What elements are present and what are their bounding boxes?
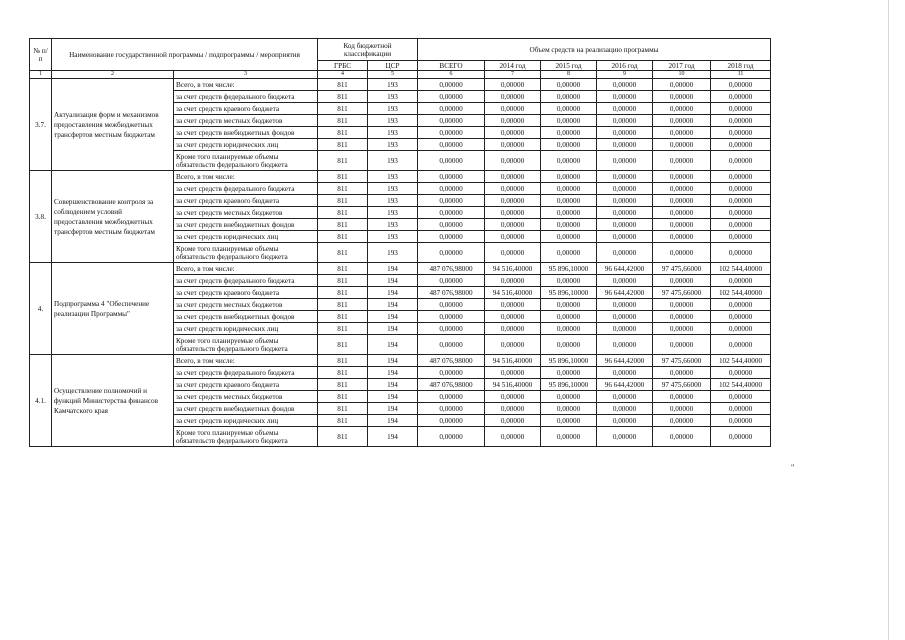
header-year-2014: 2014 год xyxy=(485,61,541,71)
year-2015-cell: 0,00000 xyxy=(541,323,597,335)
grbs-cell: 811 xyxy=(318,139,368,151)
year-2015-cell: 0,00000 xyxy=(541,91,597,103)
year-2015-cell: 0,00000 xyxy=(541,367,597,379)
year-2017-cell: 0,00000 xyxy=(653,243,711,263)
year-2016-cell: 0,00000 xyxy=(597,323,653,335)
total-cell: 0,00000 xyxy=(418,127,485,139)
year-2015-cell: 0,00000 xyxy=(541,139,597,151)
year-2017-cell: 0,00000 xyxy=(653,427,711,447)
grbs-cell: 811 xyxy=(318,171,368,183)
funding-source: за счет средств местных бюджетов xyxy=(174,207,318,219)
csr-cell: 193 xyxy=(368,231,418,243)
total-cell: 0,00000 xyxy=(418,311,485,323)
year-2018-cell: 0,00000 xyxy=(711,415,771,427)
grbs-cell: 811 xyxy=(318,391,368,403)
header-year-2016: 2016 год xyxy=(597,61,653,71)
year-2015-cell: 0,00000 xyxy=(541,183,597,195)
header-year-2018: 2018 год xyxy=(711,61,771,71)
year-2017-cell: 97 475,66000 xyxy=(653,263,711,275)
grbs-cell: 811 xyxy=(318,263,368,275)
csr-cell: 194 xyxy=(368,299,418,311)
funding-source: за счет средств юридических лиц xyxy=(174,139,318,151)
funding-source: за счет средств краевого бюджета xyxy=(174,195,318,207)
section-name: Осуществление полномочий и функций Министерства финансов Камчатского края xyxy=(52,355,174,447)
csr-cell: 193 xyxy=(368,183,418,195)
grbs-cell: 811 xyxy=(318,355,368,367)
year-2017-cell: 0,00000 xyxy=(653,151,711,171)
year-2015-cell: 0,00000 xyxy=(541,151,597,171)
total-cell: 0,00000 xyxy=(418,367,485,379)
csr-cell: 194 xyxy=(368,263,418,275)
year-2018-cell: 0,00000 xyxy=(711,115,771,127)
header-year-2017: 2017 год xyxy=(653,61,711,71)
csr-cell: 194 xyxy=(368,391,418,403)
funding-source: Кроме того планируемые объемы обязательств федерального бюджета xyxy=(174,335,318,355)
funding-source: за счет средств юридических лиц xyxy=(174,415,318,427)
total-cell: 0,00000 xyxy=(418,391,485,403)
year-2017-cell: 0,00000 xyxy=(653,367,711,379)
year-2014-cell: 0,00000 xyxy=(485,427,541,447)
table-row xyxy=(30,355,771,367)
year-2016-cell: 0,00000 xyxy=(597,403,653,415)
finance-table xyxy=(29,38,771,447)
year-2016-cell: 0,00000 xyxy=(597,299,653,311)
year-2014-cell: 0,00000 xyxy=(485,195,541,207)
year-2017-cell: 0,00000 xyxy=(653,219,711,231)
funding-source: Кроме того планируемые объемы обязательств федерального бюджета xyxy=(174,427,318,447)
year-2016-cell: 0,00000 xyxy=(597,171,653,183)
year-2018-cell: 0,00000 xyxy=(711,403,771,415)
csr-cell: 193 xyxy=(368,207,418,219)
funding-source: за счет средств федерального бюджета xyxy=(174,275,318,287)
year-2014-cell: 0,00000 xyxy=(485,207,541,219)
year-2018-cell: 0,00000 xyxy=(711,207,771,219)
csr-cell: 194 xyxy=(368,403,418,415)
header-grbs: ГРБС xyxy=(318,61,368,71)
year-2014-cell: 0,00000 xyxy=(485,79,541,91)
funding-source: за счет средств внебюджетных фондов xyxy=(174,219,318,231)
year-2017-cell: 97 475,66000 xyxy=(653,355,711,367)
grbs-cell: 811 xyxy=(318,403,368,415)
year-2016-cell: 0,00000 xyxy=(597,391,653,403)
year-2018-cell: 0,00000 xyxy=(711,103,771,115)
year-2018-cell: 0,00000 xyxy=(711,231,771,243)
year-2014-cell: 0,00000 xyxy=(485,299,541,311)
year-2017-cell: 0,00000 xyxy=(653,195,711,207)
total-cell: 0,00000 xyxy=(418,335,485,355)
year-2017-cell: 0,00000 xyxy=(653,311,711,323)
year-2016-cell: 0,00000 xyxy=(597,195,653,207)
funding-source: за счет средств местных бюджетов xyxy=(174,115,318,127)
year-2016-cell: 0,00000 xyxy=(597,207,653,219)
page-edge-line xyxy=(888,0,889,640)
total-cell: 0,00000 xyxy=(418,207,485,219)
year-2017-cell: 0,00000 xyxy=(653,139,711,151)
total-cell: 0,00000 xyxy=(418,243,485,263)
index-cell: 4 xyxy=(318,71,368,79)
section-name: Подпрограмма 4 "Обеспечение реализации Программы" xyxy=(52,263,174,355)
year-2017-cell: 0,00000 xyxy=(653,127,711,139)
footer-mark: " xyxy=(791,463,795,472)
year-2018-cell: 0,00000 xyxy=(711,91,771,103)
index-cell: 7 xyxy=(485,71,541,79)
grbs-cell: 811 xyxy=(318,231,368,243)
csr-cell: 193 xyxy=(368,195,418,207)
grbs-cell: 811 xyxy=(318,275,368,287)
year-2016-cell: 0,00000 xyxy=(597,139,653,151)
year-2014-cell: 0,00000 xyxy=(485,231,541,243)
year-2015-cell: 0,00000 xyxy=(541,171,597,183)
year-2015-cell: 0,00000 xyxy=(541,335,597,355)
total-cell: 0,00000 xyxy=(418,79,485,91)
grbs-cell: 811 xyxy=(318,287,368,299)
csr-cell: 194 xyxy=(368,427,418,447)
csr-cell: 194 xyxy=(368,335,418,355)
funding-source: Всего, в том числе: xyxy=(174,263,318,275)
grbs-cell: 811 xyxy=(318,127,368,139)
grbs-cell: 811 xyxy=(318,311,368,323)
year-2015-cell: 0,00000 xyxy=(541,275,597,287)
funding-source: Кроме того планируемые объемы обязательств федерального бюджета xyxy=(174,151,318,171)
year-2018-cell: 102 544,40000 xyxy=(711,379,771,391)
year-2015-cell: 0,00000 xyxy=(541,391,597,403)
csr-cell: 194 xyxy=(368,287,418,299)
year-2014-cell: 0,00000 xyxy=(485,335,541,355)
year-2016-cell: 0,00000 xyxy=(597,151,653,171)
year-2018-cell: 0,00000 xyxy=(711,127,771,139)
year-2015-cell: 95 896,10000 xyxy=(541,355,597,367)
year-2015-cell: 0,00000 xyxy=(541,403,597,415)
table-row xyxy=(30,79,771,91)
csr-cell: 193 xyxy=(368,219,418,231)
csr-cell: 193 xyxy=(368,115,418,127)
total-cell: 0,00000 xyxy=(418,183,485,195)
year-2014-cell: 0,00000 xyxy=(485,415,541,427)
year-2014-cell: 0,00000 xyxy=(485,139,541,151)
grbs-cell: 811 xyxy=(318,151,368,171)
csr-cell: 194 xyxy=(368,275,418,287)
year-2017-cell: 0,00000 xyxy=(653,323,711,335)
year-2017-cell: 0,00000 xyxy=(653,231,711,243)
year-2016-cell: 0,00000 xyxy=(597,79,653,91)
total-cell: 0,00000 xyxy=(418,275,485,287)
grbs-cell: 811 xyxy=(318,379,368,391)
year-2016-cell: 0,00000 xyxy=(597,127,653,139)
year-2015-cell: 0,00000 xyxy=(541,311,597,323)
year-2018-cell: 0,00000 xyxy=(711,195,771,207)
year-2015-cell: 0,00000 xyxy=(541,115,597,127)
year-2015-cell: 0,00000 xyxy=(541,127,597,139)
year-2018-cell: 0,00000 xyxy=(711,183,771,195)
year-2014-cell: 0,00000 xyxy=(485,275,541,287)
funding-source: за счет средств юридических лиц xyxy=(174,231,318,243)
csr-cell: 193 xyxy=(368,139,418,151)
csr-cell: 194 xyxy=(368,311,418,323)
year-2015-cell: 0,00000 xyxy=(541,79,597,91)
year-2014-cell: 0,00000 xyxy=(485,91,541,103)
year-2016-cell: 0,00000 xyxy=(597,415,653,427)
grbs-cell: 811 xyxy=(318,207,368,219)
csr-cell: 194 xyxy=(368,367,418,379)
year-2018-cell: 0,00000 xyxy=(711,171,771,183)
year-2015-cell: 0,00000 xyxy=(541,231,597,243)
table-body xyxy=(30,79,771,447)
year-2015-cell: 0,00000 xyxy=(541,427,597,447)
year-2018-cell: 0,00000 xyxy=(711,311,771,323)
year-2014-cell: 0,00000 xyxy=(485,115,541,127)
year-2017-cell: 0,00000 xyxy=(653,403,711,415)
header-name: Наименование государственной программы / подпрограммы / мероприятия xyxy=(52,39,318,71)
index-cell: 10 xyxy=(653,71,711,79)
index-cell: 6 xyxy=(418,71,485,79)
year-2014-cell: 0,00000 xyxy=(485,323,541,335)
year-2014-cell: 0,00000 xyxy=(485,127,541,139)
year-2014-cell: 94 516,40000 xyxy=(485,355,541,367)
year-2015-cell: 0,00000 xyxy=(541,219,597,231)
year-2017-cell: 0,00000 xyxy=(653,115,711,127)
total-cell: 0,00000 xyxy=(418,231,485,243)
year-2015-cell: 95 896,10000 xyxy=(541,287,597,299)
funding-source: за счет средств федерального бюджета xyxy=(174,367,318,379)
year-2018-cell: 0,00000 xyxy=(711,299,771,311)
grbs-cell: 811 xyxy=(318,427,368,447)
header-csr: ЦСР xyxy=(368,61,418,71)
year-2018-cell: 0,00000 xyxy=(711,151,771,171)
year-2018-cell: 0,00000 xyxy=(711,367,771,379)
header-volume: Объем средств на реализацию программы xyxy=(418,39,771,61)
grbs-cell: 811 xyxy=(318,183,368,195)
total-cell: 487 076,98000 xyxy=(418,263,485,275)
csr-cell: 194 xyxy=(368,379,418,391)
funding-source: за счет средств внебюджетных фондов xyxy=(174,403,318,415)
funding-source: за счет средств внебюджетных фондов xyxy=(174,311,318,323)
year-2016-cell: 0,00000 xyxy=(597,427,653,447)
year-2016-cell: 0,00000 xyxy=(597,311,653,323)
index-cell: 9 xyxy=(597,71,653,79)
index-cell: 11 xyxy=(711,71,771,79)
index-cell: 1 xyxy=(30,71,52,79)
year-2018-cell: 102 544,40000 xyxy=(711,263,771,275)
total-cell: 0,00000 xyxy=(418,151,485,171)
year-2015-cell: 0,00000 xyxy=(541,299,597,311)
year-2017-cell: 97 475,66000 xyxy=(653,287,711,299)
year-2014-cell: 0,00000 xyxy=(485,183,541,195)
funding-source: за счет средств федерального бюджета xyxy=(174,91,318,103)
year-2018-cell: 102 544,40000 xyxy=(711,287,771,299)
year-2016-cell: 0,00000 xyxy=(597,231,653,243)
funding-source: Всего, в том числе: xyxy=(174,355,318,367)
table-row xyxy=(30,263,771,275)
grbs-cell: 811 xyxy=(318,103,368,115)
total-cell: 0,00000 xyxy=(418,323,485,335)
grbs-cell: 811 xyxy=(318,115,368,127)
csr-cell: 194 xyxy=(368,355,418,367)
year-2018-cell: 0,00000 xyxy=(711,427,771,447)
header-num: № п/п xyxy=(30,39,52,71)
year-2016-cell: 0,00000 xyxy=(597,335,653,355)
section-name: Актуализация форм и механизмов предоставления межбюджетных трансфертов местным бюджетам xyxy=(52,79,174,171)
year-2018-cell: 0,00000 xyxy=(711,391,771,403)
total-cell: 487 076,98000 xyxy=(418,287,485,299)
year-2018-cell: 102 544,40000 xyxy=(711,355,771,367)
grbs-cell: 811 xyxy=(318,79,368,91)
csr-cell: 193 xyxy=(368,171,418,183)
year-2014-cell: 0,00000 xyxy=(485,403,541,415)
year-2014-cell: 0,00000 xyxy=(485,391,541,403)
total-cell: 487 076,98000 xyxy=(418,379,485,391)
header-year-2015: 2015 год xyxy=(541,61,597,71)
total-cell: 0,00000 xyxy=(418,115,485,127)
funding-source: за счет средств местных бюджетов xyxy=(174,391,318,403)
year-2016-cell: 96 644,42000 xyxy=(597,379,653,391)
grbs-cell: 811 xyxy=(318,323,368,335)
funding-source: за счет средств юридических лиц xyxy=(174,323,318,335)
year-2014-cell: 0,00000 xyxy=(485,219,541,231)
grbs-cell: 811 xyxy=(318,219,368,231)
total-cell: 0,00000 xyxy=(418,427,485,447)
funding-source: за счет средств внебюджетных фондов xyxy=(174,127,318,139)
csr-cell: 194 xyxy=(368,323,418,335)
index-cell: 2 xyxy=(52,71,174,79)
csr-cell: 193 xyxy=(368,103,418,115)
year-2015-cell: 0,00000 xyxy=(541,195,597,207)
year-2017-cell: 0,00000 xyxy=(653,299,711,311)
year-2014-cell: 94 516,40000 xyxy=(485,379,541,391)
funding-source: за счет средств краевого бюджета xyxy=(174,103,318,115)
grbs-cell: 811 xyxy=(318,299,368,311)
index-cell: 8 xyxy=(541,71,597,79)
grbs-cell: 811 xyxy=(318,367,368,379)
grbs-cell: 811 xyxy=(318,243,368,263)
year-2017-cell: 97 475,66000 xyxy=(653,379,711,391)
total-cell: 487 076,98000 xyxy=(418,355,485,367)
year-2014-cell: 94 516,40000 xyxy=(485,287,541,299)
year-2014-cell: 0,00000 xyxy=(485,103,541,115)
year-2017-cell: 0,00000 xyxy=(653,207,711,219)
index-cell: 3 xyxy=(174,71,318,79)
funding-source: Кроме того планируемые объемы обязательств федерального бюджета xyxy=(174,243,318,263)
total-cell: 0,00000 xyxy=(418,219,485,231)
year-2016-cell: 0,00000 xyxy=(597,275,653,287)
year-2014-cell: 0,00000 xyxy=(485,243,541,263)
year-2017-cell: 0,00000 xyxy=(653,183,711,195)
section-number: 4. xyxy=(30,263,52,355)
year-2015-cell: 0,00000 xyxy=(541,415,597,427)
total-cell: 0,00000 xyxy=(418,415,485,427)
section-name: Совершенствование контроля за соблюдением условий предоставления межбюджетных трансфертов местным бюджетам xyxy=(52,171,174,263)
year-2016-cell: 0,00000 xyxy=(597,115,653,127)
total-cell: 0,00000 xyxy=(418,403,485,415)
year-2017-cell: 0,00000 xyxy=(653,91,711,103)
funding-source: за счет средств краевого бюджета xyxy=(174,379,318,391)
year-2016-cell: 96 644,42000 xyxy=(597,355,653,367)
section-number: 4.1. xyxy=(30,355,52,447)
csr-cell: 193 xyxy=(368,91,418,103)
year-2015-cell: 0,00000 xyxy=(541,103,597,115)
year-2014-cell: 0,00000 xyxy=(485,151,541,171)
total-cell: 0,00000 xyxy=(418,171,485,183)
funding-source: Всего, в том числе: xyxy=(174,79,318,91)
csr-cell: 193 xyxy=(368,79,418,91)
year-2016-cell: 0,00000 xyxy=(597,183,653,195)
year-2014-cell: 0,00000 xyxy=(485,171,541,183)
year-2016-cell: 0,00000 xyxy=(597,219,653,231)
year-2016-cell: 96 644,42000 xyxy=(597,263,653,275)
year-2017-cell: 0,00000 xyxy=(653,103,711,115)
year-2018-cell: 0,00000 xyxy=(711,243,771,263)
year-2018-cell: 0,00000 xyxy=(711,79,771,91)
year-2018-cell: 0,00000 xyxy=(711,139,771,151)
funding-source: Всего, в том числе: xyxy=(174,171,318,183)
grbs-cell: 811 xyxy=(318,91,368,103)
table-row xyxy=(30,171,771,183)
year-2017-cell: 0,00000 xyxy=(653,415,711,427)
total-cell: 0,00000 xyxy=(418,91,485,103)
grbs-cell: 811 xyxy=(318,335,368,355)
year-2017-cell: 0,00000 xyxy=(653,79,711,91)
header-total: ВСЕГО xyxy=(418,61,485,71)
year-2018-cell: 0,00000 xyxy=(711,219,771,231)
csr-cell: 193 xyxy=(368,151,418,171)
header-code: Код бюджетной классификации xyxy=(318,39,418,61)
section-number: 3.7. xyxy=(30,79,52,171)
year-2016-cell: 96 644,42000 xyxy=(597,287,653,299)
year-2018-cell: 0,00000 xyxy=(711,323,771,335)
index-cell: 5 xyxy=(368,71,418,79)
year-2015-cell: 95 896,10000 xyxy=(541,379,597,391)
csr-cell: 194 xyxy=(368,415,418,427)
funding-source: за счет средств федерального бюджета xyxy=(174,183,318,195)
year-2017-cell: 0,00000 xyxy=(653,275,711,287)
total-cell: 0,00000 xyxy=(418,103,485,115)
year-2014-cell: 94 516,40000 xyxy=(485,263,541,275)
year-2016-cell: 0,00000 xyxy=(597,91,653,103)
section-number: 3.8. xyxy=(30,171,52,263)
total-cell: 0,00000 xyxy=(418,195,485,207)
csr-cell: 193 xyxy=(368,127,418,139)
year-2015-cell: 0,00000 xyxy=(541,243,597,263)
year-2017-cell: 0,00000 xyxy=(653,391,711,403)
year-2017-cell: 0,00000 xyxy=(653,171,711,183)
year-2015-cell: 0,00000 xyxy=(541,207,597,219)
funding-source: за счет средств краевого бюджета xyxy=(174,287,318,299)
total-cell: 0,00000 xyxy=(418,299,485,311)
year-2014-cell: 0,00000 xyxy=(485,367,541,379)
year-2016-cell: 0,00000 xyxy=(597,367,653,379)
year-2017-cell: 0,00000 xyxy=(653,335,711,355)
grbs-cell: 811 xyxy=(318,195,368,207)
funding-source: за счет средств местных бюджетов xyxy=(174,299,318,311)
year-2018-cell: 0,00000 xyxy=(711,335,771,355)
year-2015-cell: 95 896,10000 xyxy=(541,263,597,275)
total-cell: 0,00000 xyxy=(418,139,485,151)
year-2018-cell: 0,00000 xyxy=(711,275,771,287)
year-2016-cell: 0,00000 xyxy=(597,243,653,263)
year-2016-cell: 0,00000 xyxy=(597,103,653,115)
csr-cell: 193 xyxy=(368,243,418,263)
grbs-cell: 811 xyxy=(318,415,368,427)
year-2014-cell: 0,00000 xyxy=(485,311,541,323)
